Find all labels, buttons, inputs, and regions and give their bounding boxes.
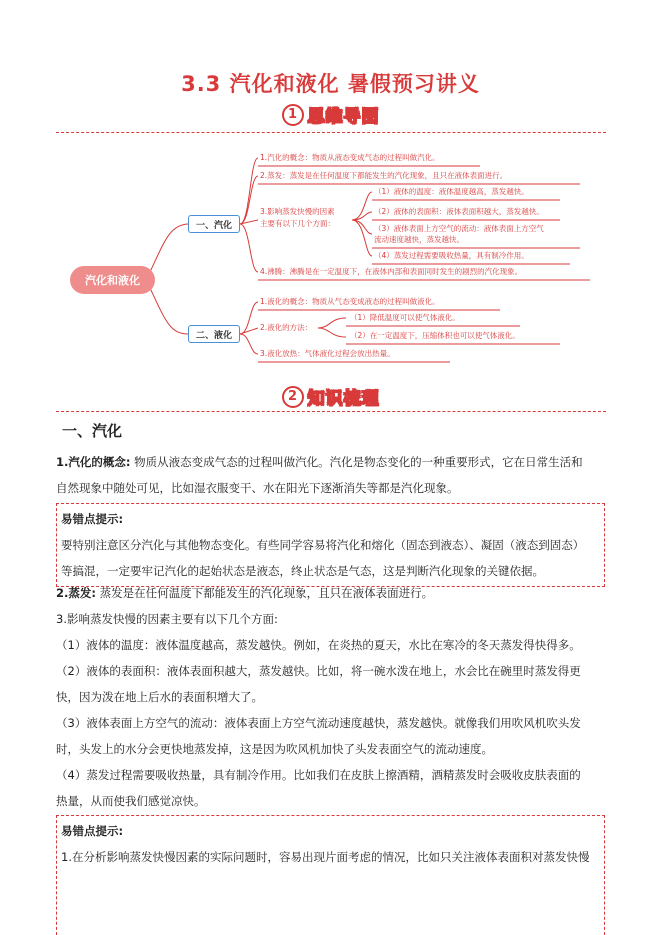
mindmap-item: 3.液化放热：气体液化过程会放出热量。 <box>260 349 395 358</box>
paragraph-vaporization-concept <box>56 449 604 501</box>
mindmap-item: 1.液化的概念：物质从气态变成液态的过程叫做液化。 <box>260 297 440 306</box>
mindmap-subitem: （2）在一定温度下，压缩体积也可以使气体液化。 <box>350 331 520 340</box>
tip-title: 易错点提示: <box>61 824 124 838</box>
mindmap-item: 1.汽化的概念：物质从液态变成气态的过程叫做汽化。 <box>260 153 440 162</box>
tip-box <box>56 503 605 587</box>
mindmap-subitem: （1）液体的温度：液体温度越高，蒸发越快。 <box>374 187 529 196</box>
tip-text: 1.在分析影响蒸发快慢因素的实际问题时，容易出现片面考虑的情况，比如只关注液体表面积对蒸发快慢 <box>61 850 590 864</box>
term-label: 2.蒸发: <box>56 586 96 600</box>
mindmap-connectors <box>0 0 661 400</box>
mindmap-item: 2.液化的方法： <box>260 323 313 332</box>
mindmap-subitem: （2）液体的表面积：液体表面积越大，蒸发越快。 <box>374 207 544 216</box>
section-number: 1 <box>282 104 304 126</box>
tip-box <box>56 815 605 935</box>
mindmap-branch-liquefaction: 二、液化 <box>188 325 240 343</box>
mindmap-branch-vaporization: 一、汽化 <box>188 215 240 233</box>
paragraph-text: 蒸发是在任何温度下都能发生的汽化现象，且只在液体表面进行。 <box>95 586 434 600</box>
paragraph-text: 快，因为泼在地上后水的表面积增大了。 <box>56 690 263 704</box>
mindmap-subitem: （1）降低温度可以使气体液化。 <box>350 313 460 322</box>
tip-text: 等搞混，一定要牢记汽化的起始状态是液态，终止状态是气态，这是判断汽化现象的关键依据。 <box>61 564 544 578</box>
paragraph-text: （2）液体的表面积：液体表面积越大，蒸发越快。比如，将一碗水泼在地上，水会比在碗里时蒸发得更 <box>56 664 581 678</box>
section-number: 2 <box>282 386 304 408</box>
paragraph-text: 时，头发上的水分会更快地蒸发掉，这是因为吹风机加快了头发表面空气的流动速度。 <box>56 742 493 756</box>
mindmap-root: 汽化和液化 <box>70 266 155 294</box>
paragraph-text: 自然现象中随处可见，比如湿衣服变干、水在阳光下逐渐消失等都是汽化现象。 <box>56 481 459 495</box>
tip-title: 易错点提示: <box>61 512 124 526</box>
mindmap-item: 主要有以下几个方面： <box>260 219 335 228</box>
mindmap-subitem: （4）蒸发过程需要吸收热量，具有制冷作用。 <box>374 251 529 260</box>
paragraph-text: （1）液体的温度：液体温度越高，蒸发越快。例如，在炎热的夏天，水比在寒冷的冬天蒸发得快得多。 <box>56 638 581 652</box>
mindmap-item: 2.蒸发：蒸发是在任何温度下都能发生的汽化现象，且只在液体表面进行。 <box>260 171 508 180</box>
paragraph-text: 3.影响蒸发快慢的因素主要有以下几个方面: <box>56 612 278 626</box>
mindmap-item: 4.沸腾：沸腾是在一定温度下，在液体内部和表面同时发生的剧烈的汽化现象。 <box>260 267 523 276</box>
section-label: 知识梳理 <box>307 389 380 409</box>
divider <box>56 411 606 412</box>
mindmap-subitem: 流动速度越快，蒸发越快。 <box>374 235 464 244</box>
page-title: 3.3 汽化和液化 暑假预习讲义 <box>181 72 480 96</box>
mindmap-item: 3.影响蒸发快慢的因素 <box>260 207 335 216</box>
term-label: 1.汽化的概念: <box>56 455 131 469</box>
paragraph-text: 热量，从而使我们感觉凉快。 <box>56 794 206 808</box>
paragraph-text: （4）蒸发过程需要吸收热量，具有制冷作用。比如我们在皮肤上擦酒精，酒精蒸发时会吸收皮肤表面的 <box>56 768 581 782</box>
section-heading: 一、汽化 <box>62 422 123 440</box>
section-badge-knowledge <box>0 384 661 409</box>
mindmap-subitem: （3）液体表面上方空气的流动：液体表面上方空气 <box>374 224 544 233</box>
paragraph-evaporation <box>56 580 604 814</box>
paragraph-text: 物质从液态变成气态的过程叫做汽化。汽化是物态变化的一种重要形式，它在日常生活和 <box>130 455 583 469</box>
tip-text: 要特别注意区分汽化与其他物态变化。有些同学容易将汽化和熔化（固态到液态）、凝固（液态到固态） <box>61 538 585 552</box>
paragraph-text: （3）液体表面上方空气的流动：液体表面上方空气流动速度越快，蒸发越快。就像我们用吹风机吹头发 <box>56 716 581 730</box>
section-label: 思维导图 <box>307 107 380 127</box>
